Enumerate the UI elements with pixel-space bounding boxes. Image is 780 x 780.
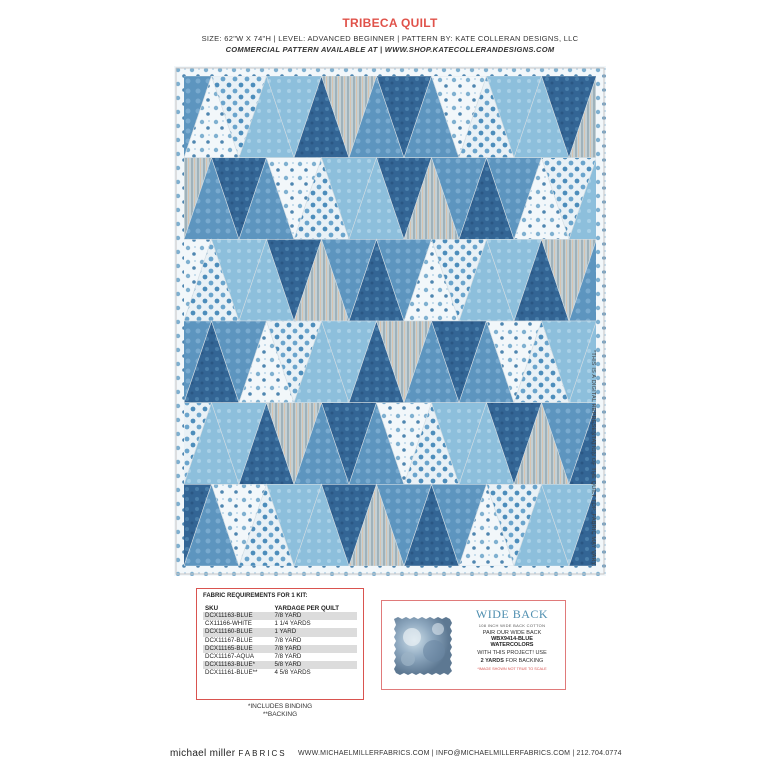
commercial-pattern-line: COMMERCIAL PATTERN AVAILABLE AT | WWW.SHOP.KATECOLLERANDESIGNS.COM [225, 45, 555, 54]
wide-back-sku: WBX9414-BLUE [491, 636, 533, 642]
yardage-cell: 1 1/4 YARDS [274, 620, 311, 628]
yardage-cell: 4 5/8 YARDS [274, 669, 311, 677]
table-row [203, 620, 357, 628]
yardage-cell: 7/8 YARD [274, 636, 302, 644]
quilt-info-line: SIZE: 62"W X 74"H | LEVEL: ADVANCED BEGINNER | PATTERN BY: KATE COLLERAN DESIGNS, LLC [201, 34, 579, 43]
table-row [203, 645, 357, 653]
footer-contact: WWW.MICHAELMILLERFABRICS.COM | INFO@MICHAELMILLERFABRICS.COM | 212.704.0774 [298, 750, 622, 757]
wide-back-project-text: WITH THIS PROJECT! USE [477, 650, 547, 656]
column-header-yardage: YARDAGE PER QUILT [274, 605, 340, 612]
table-row [203, 661, 357, 669]
wide-back-text [460, 607, 564, 671]
yardage-cell: 7/8 YARD [272, 645, 357, 653]
table-row [203, 653, 357, 661]
fabric-notes [196, 703, 364, 719]
sku-cell: DCX11161-BLUE** [205, 669, 258, 677]
wide-back-name: WATERCOLORS [490, 642, 534, 648]
wide-back-backing-text: FOR BACKING [505, 658, 544, 664]
wide-back-pair-text: PAIR OUR WIDE BACK [482, 630, 542, 636]
table-row [203, 612, 357, 620]
binding-note: *INCLUDES BINDING [247, 703, 313, 710]
digital-representation-note: *THIS IS A DIGITAL REPRESENTATION OF THE QUILT TOP, FABRIC MAY VARY. [590, 350, 596, 567]
wide-back-subtitle: 108 INCH WIDE BACK COTTON [478, 623, 546, 628]
wide-back-yardage-line [460, 658, 564, 664]
table-row [203, 637, 357, 645]
sku-cell: DCX11167-AQUA [205, 653, 254, 661]
yardage-cell: 5/8 YARD [272, 661, 357, 669]
page-title: TRIBECA QUILT [342, 16, 438, 30]
logo-fabrics: FABRICS [238, 749, 287, 758]
sku-cell: DCX11163-BLUE [203, 612, 272, 620]
wide-back-yards: 2 YARDS [480, 658, 504, 664]
yardage-cell: 7/8 YARD [272, 612, 357, 620]
table-row [203, 669, 357, 677]
sku-cell: DCX11160-BLUE [203, 628, 272, 636]
sku-cell: DCX11165-BLUE [203, 645, 272, 653]
sku-cell: DCX11167-BLUE [205, 636, 253, 644]
sku-cell: DCX11163-BLUE* [203, 661, 272, 669]
yardage-cell: 1 YARD [272, 628, 357, 636]
table-row [203, 628, 357, 636]
column-header-sku: SKU [205, 605, 219, 612]
fabric-requirements-box [196, 588, 364, 700]
backing-note: **BACKING [262, 711, 298, 718]
wide-back-box [381, 600, 566, 690]
michael-miller-logo [170, 748, 287, 759]
yardage-cell: 7/8 YARD [274, 653, 302, 661]
quilt-image [174, 66, 606, 576]
wide-back-title: WIDE BACK [475, 607, 549, 621]
logo-name: michael miller [170, 748, 236, 759]
fabric-requirements-title: FABRIC REQUIREMENTS FOR 1 KIT: [203, 593, 308, 599]
wide-back-disclaimer: *IMAGE SHOWN NOT TRUE TO SCALE [477, 667, 547, 671]
wide-back-swatch-image [392, 615, 454, 677]
sku-cell: CX11166-WHITE [205, 620, 252, 628]
fabric-requirements-table [203, 605, 357, 678]
